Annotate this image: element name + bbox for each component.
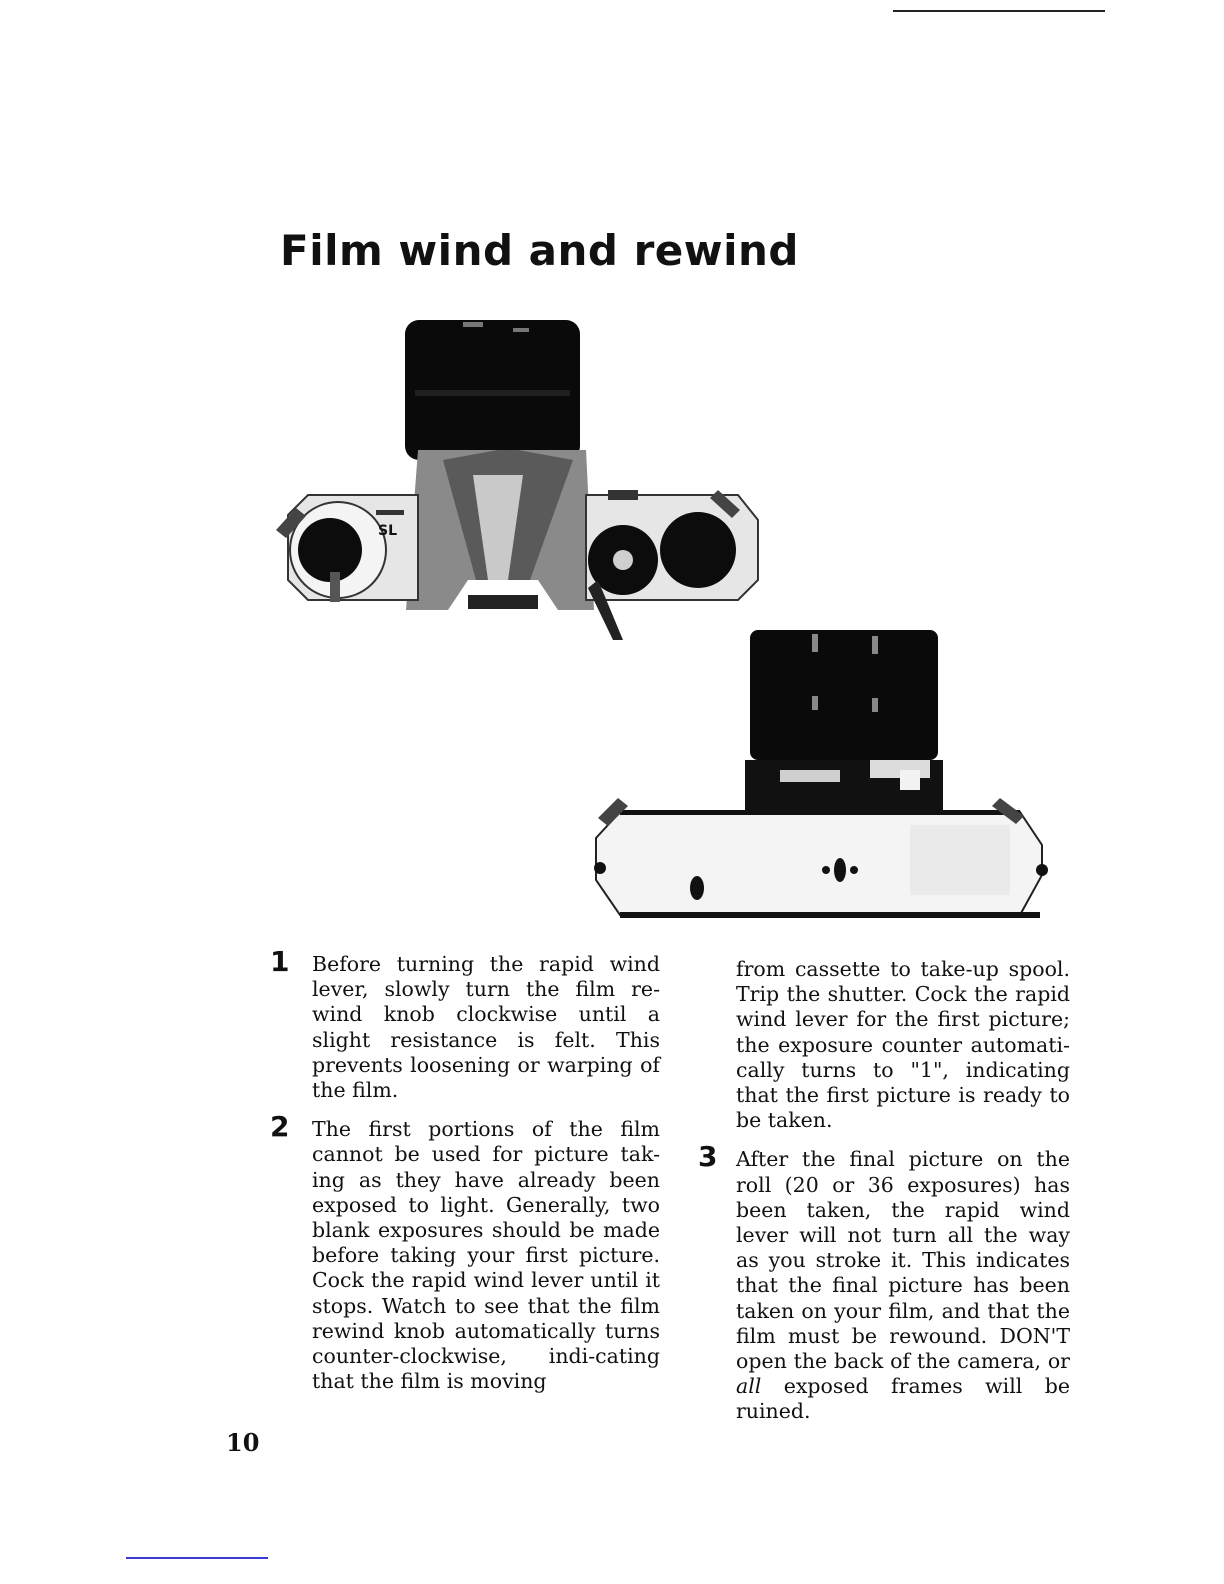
step-3-emphasis: all — [736, 1374, 762, 1399]
bottom-rule — [126, 1557, 268, 1559]
camera-top-view-illustration — [268, 310, 768, 640]
step-text: Before turning the rapid wind lever, slowly turn the film re-wind knob clockwise until a slight resistance is felt. This prevents loosening or warping of the film. — [312, 952, 660, 1103]
step-text — [736, 1147, 1070, 1424]
text-column-right — [700, 957, 1070, 1439]
step-1 — [270, 945, 660, 1103]
step-number: 2 — [270, 1110, 290, 1144]
step-2-continuation: from cassette to take-up spool. Trip the shutter. Cock the rapid wind lever for the first picture; the exposure counter automati-cally turns to "1", indicating that the first picture is ready to be taken. — [736, 957, 1070, 1133]
step-3 — [698, 1140, 1070, 1424]
text-column-left — [270, 945, 660, 1408]
page-number: 10 — [226, 1428, 260, 1457]
step-number: 3 — [698, 1140, 718, 1174]
step-3-text-end: exposed frames will be ruined. — [736, 1374, 1070, 1424]
step-3-text-start: After the final picture on the roll (20 or 36 exposures) has been taken, the rapid wind lever will not turn all the way as you stroke it. This indicates that the final picture has been taken on your film, and that the film must be rewound. DON'T open the back of the camera, or — [736, 1147, 1070, 1374]
camera-front-view-illustration — [580, 620, 1050, 920]
step-text: The first portions of the film cannot be used for picture tak-ing as they have already been exposed to light. Generally, two blank exposures should be made before taking your first picture. Cock the rapid wind lever until it stops. Watch to see that the film rewind knob automatically turns counter-clockwise, indi-cating that the film is moving — [312, 1117, 660, 1394]
step-number: 1 — [270, 945, 290, 978]
page-title: Film wind and rewind — [280, 226, 799, 275]
step-2 — [270, 1110, 660, 1394]
top-rule — [893, 10, 1105, 12]
camera-badge: SL — [378, 523, 398, 539]
